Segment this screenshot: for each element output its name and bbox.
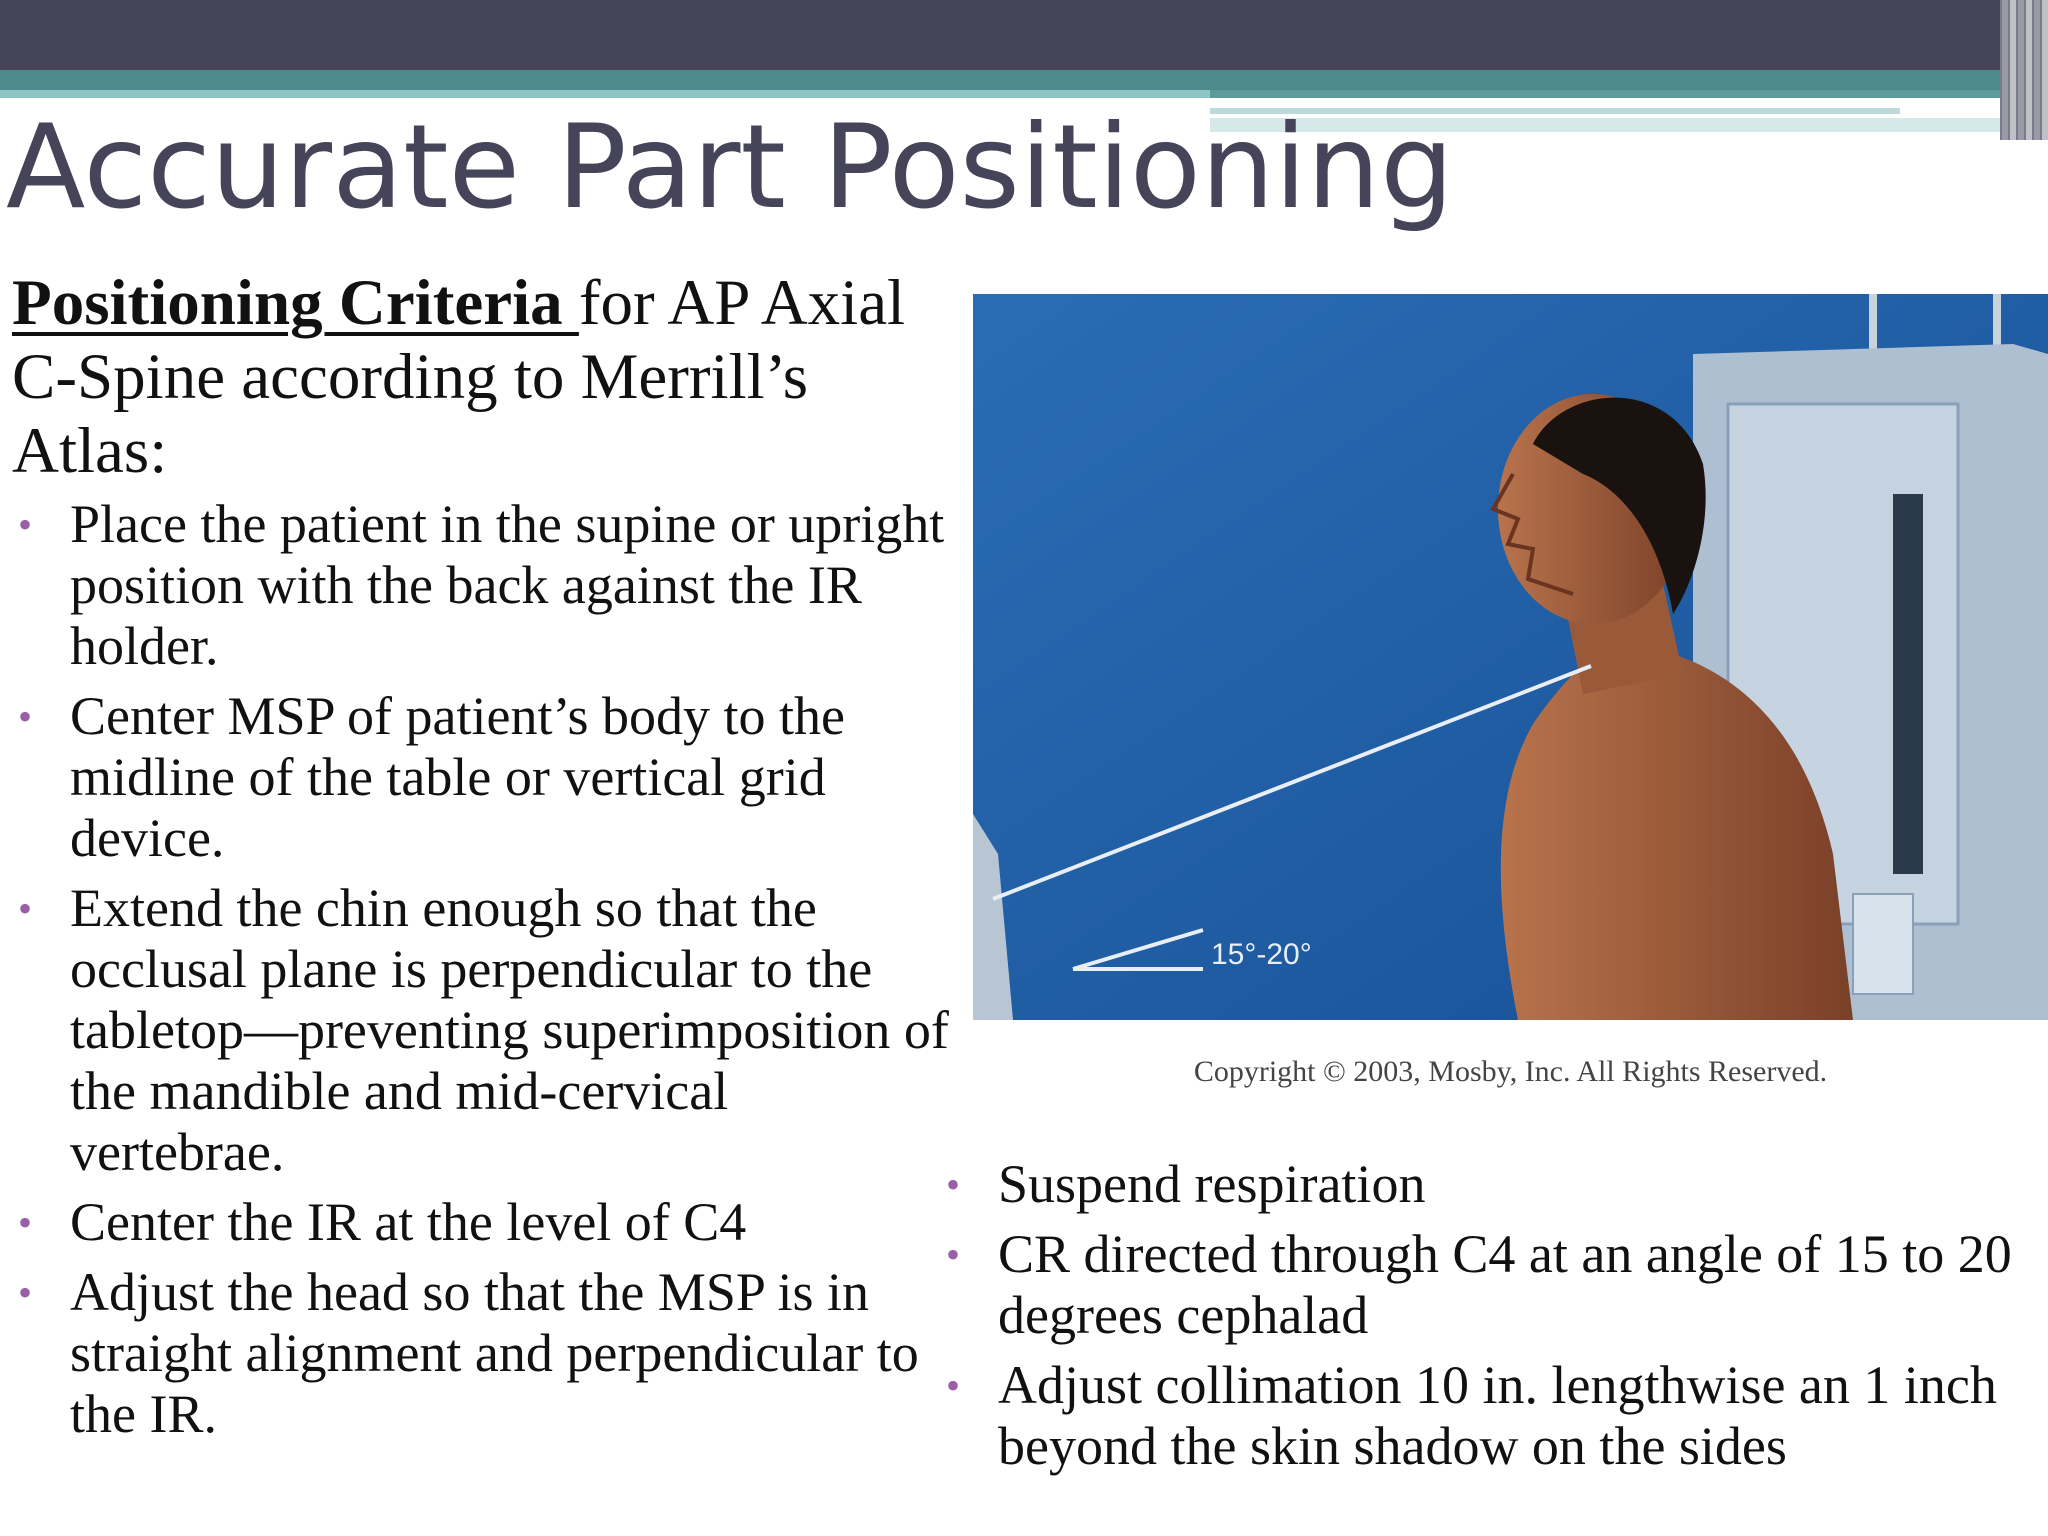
list-item — [940, 1355, 2040, 1477]
right-bullet-list — [940, 1154, 2040, 1486]
list-item-text: Center MSP of patient’s body to the midline of the table or vertical grid device. — [70, 686, 845, 868]
photo-copyright: Copyright © 2003, Mosby, Inc. All Rights Reserved. — [1193, 1055, 1828, 1088]
list-item — [940, 1154, 2040, 1215]
bullet-dot-icon: • — [18, 694, 33, 739]
bullet-dot-icon: • — [946, 1162, 961, 1207]
positioning-photo — [973, 294, 2048, 1020]
left-bullet-list — [12, 494, 952, 1454]
bullet-dot-icon: • — [18, 1270, 33, 1315]
angle-label: 15°-20° — [1211, 938, 1312, 971]
list-item-text: Place the patient in the supine or upright position with the back against the IR holder. — [70, 494, 945, 676]
list-item — [940, 1224, 2040, 1346]
intro-underlined-text: Positioning Criteria — [12, 267, 579, 339]
header-accent-line — [1210, 90, 2048, 98]
intro-paragraph — [12, 266, 942, 488]
header-bar-teal — [0, 70, 2048, 90]
list-item-text: Suspend respiration — [998, 1154, 1426, 1214]
list-item-text: Center the IR at the level of C4 — [70, 1192, 747, 1252]
list-item-text: Adjust the head so that the MSP is in straight alignment and perpendicular to the IR. — [70, 1262, 919, 1444]
list-item — [12, 686, 952, 869]
intro-text: for AP Axial C-Spine according to Merrill’s Atlas: — [12, 267, 906, 487]
bullet-dot-icon: • — [18, 502, 33, 547]
bullet-dot-icon: • — [946, 1232, 961, 1277]
bullet-dot-icon: • — [946, 1363, 961, 1408]
list-item-text: Extend the chin enough so that the occlusal plane is perpendicular to the tabletop—preventing superimposition of the mandible and mid-cervical vertebrae. — [70, 878, 949, 1182]
list-item-text: Adjust collimation 10 in. lengthwise an 1 inch beyond the skin shadow on the sides — [998, 1355, 1997, 1476]
bullet-dot-icon: • — [18, 1200, 33, 1245]
slide-title: Accurate Part Positioning — [6, 100, 1454, 235]
list-item — [12, 494, 952, 677]
header-accent-line — [0, 90, 1210, 98]
bullet-dot-icon: • — [18, 886, 33, 931]
list-item — [12, 1192, 952, 1253]
header-stripes — [2000, 0, 2048, 140]
list-item — [12, 878, 952, 1183]
list-item-text: CR directed through C4 at an angle of 15 to 20 degrees cephalad — [998, 1224, 2012, 1345]
list-item — [12, 1262, 952, 1445]
header-bar-dark — [0, 0, 2048, 70]
